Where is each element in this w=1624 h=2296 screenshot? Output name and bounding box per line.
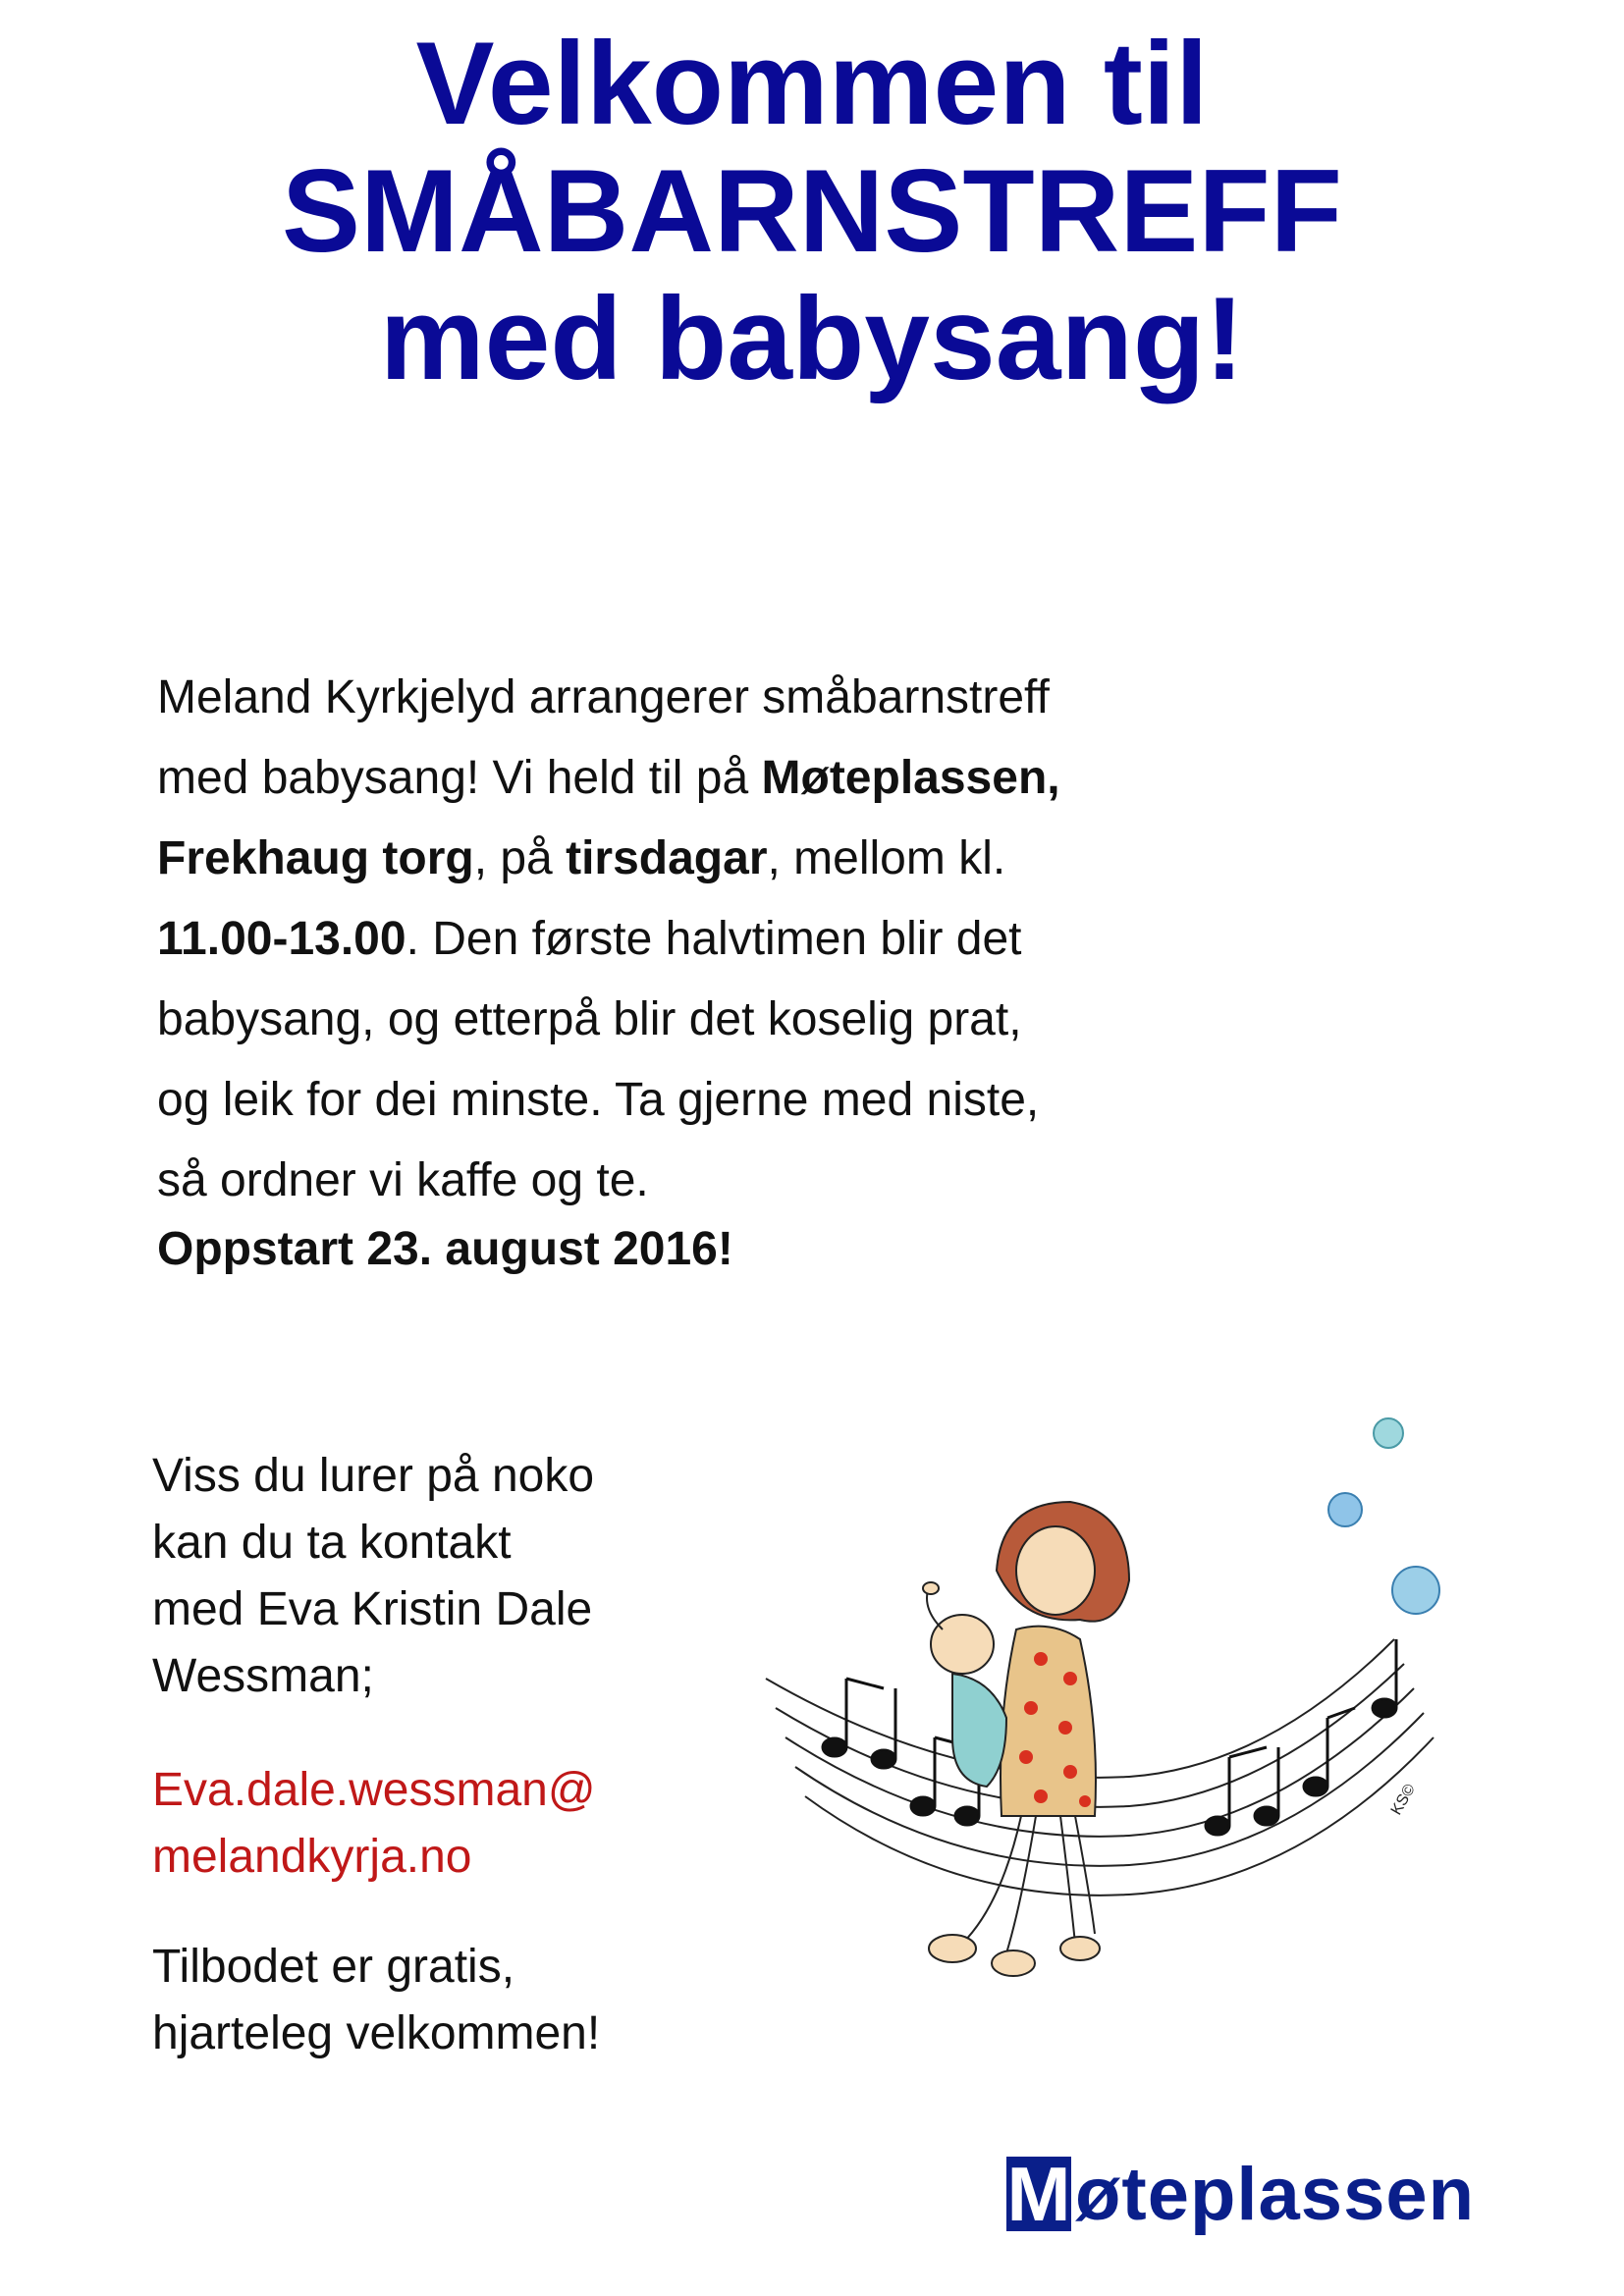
foot-icon — [992, 1950, 1035, 1976]
intro-line — [157, 658, 1434, 738]
music-staff-icon — [766, 1639, 1434, 1896]
title-line-3: med babysang! — [379, 273, 1245, 404]
free-line-2: hjarteleg velkommen! — [152, 2007, 601, 2059]
child-face-icon — [931, 1615, 994, 1674]
intro-line — [157, 738, 1434, 819]
intro-text: babysang, og etterpå blir det koselig prat, — [157, 993, 1022, 1045]
contact-line: Wessman; — [152, 1650, 374, 1702]
mother-dress-icon — [1001, 1627, 1096, 1816]
bubble-icon — [1392, 1567, 1439, 1614]
intro-line — [157, 899, 1434, 980]
start-date: Oppstart 23. august 2016! — [157, 1223, 733, 1275]
contact-line: Viss du lurer på noko — [152, 1450, 595, 1502]
intro-line — [157, 819, 1434, 899]
email-line-1: Eva.dale.wessman@ — [152, 1764, 596, 1816]
intro-line — [157, 1141, 1434, 1221]
intro-text: , mellom kl. — [767, 832, 1006, 884]
poster-title — [0, 20, 1624, 402]
intro-text: og leik for dei minste. Ta gjerne med niste, — [157, 1074, 1040, 1126]
intro-text: så ordner vi kaffe og te. — [157, 1154, 649, 1206]
free-line-1: Tilbodet er gratis, — [152, 1941, 515, 1993]
mother-child-music-illustration — [756, 1394, 1443, 2002]
title-line-2: SMÅBARNSTREFF — [282, 145, 1342, 277]
intro-paragraph — [157, 658, 1434, 1221]
intro-text: , på — [473, 832, 567, 884]
title-line-1: Velkommen til — [415, 18, 1209, 149]
moteplassen-logo — [1006, 2150, 1475, 2238]
intro-text: med babysang! Vi held til på — [157, 752, 762, 804]
contact-info — [152, 1443, 761, 1710]
intro-line — [157, 1060, 1434, 1141]
contact-email[interactable] — [152, 1757, 596, 1891]
illustration-signature: KS© — [1387, 1781, 1420, 1818]
email-line-2: melandkyrja.no — [152, 1831, 472, 1883]
foot-icon — [1060, 1937, 1100, 1960]
logo-letter-box: M — [1006, 2151, 1071, 2237]
mother-face-icon — [1016, 1526, 1095, 1615]
meeting-day: tirsdagar — [566, 832, 768, 884]
contact-line: kan du ta kontakt — [152, 1517, 512, 1569]
logo-text: øteplassen — [1075, 2152, 1476, 2236]
intro-text: Meland Kyrkjelyd arrangerer småbarnstreff — [157, 671, 1050, 723]
foot-icon — [929, 1935, 976, 1962]
meeting-time: 11.00-13.00 — [157, 913, 406, 965]
intro-line — [157, 980, 1434, 1060]
bubble-icon — [1328, 1493, 1362, 1526]
free-note — [152, 1934, 600, 2067]
venue-location: Frekhaug torg — [157, 832, 474, 884]
child-body-icon — [952, 1674, 1006, 1787]
intro-text: . Den første halvtimen blir det — [406, 913, 1022, 965]
venue-name: Møteplassen, — [761, 752, 1060, 804]
contact-line: med Eva Kristin Dale — [152, 1583, 593, 1635]
bubble-icon — [1374, 1418, 1403, 1448]
